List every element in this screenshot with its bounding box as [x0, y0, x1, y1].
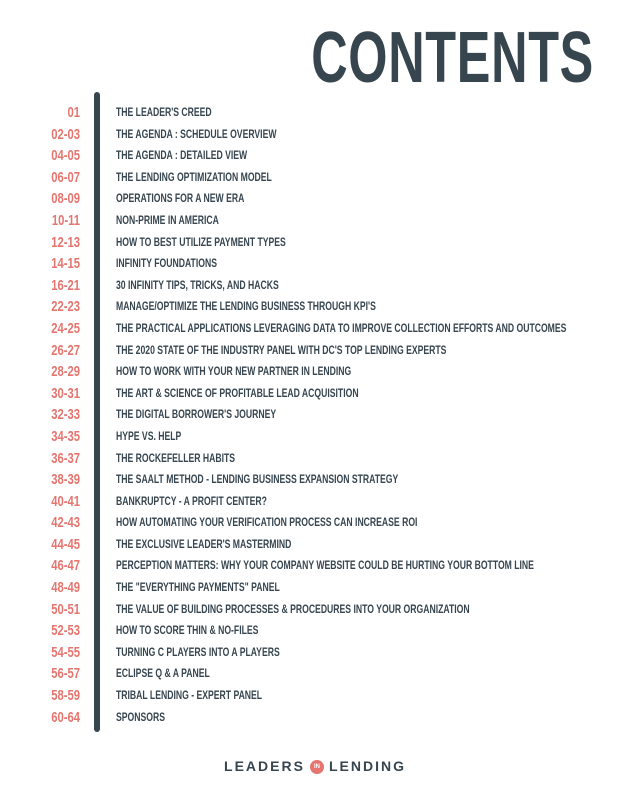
footer-logo	[0, 758, 630, 774]
toc-page-number: 06-07	[51, 168, 80, 186]
toc-entry-title: TURNING C PLAYERS INTO A PLAYERS	[116, 644, 280, 659]
toc-page-number: 12-13	[51, 233, 80, 251]
toc-row[interactable]	[0, 469, 630, 491]
table-of-contents	[0, 102, 630, 728]
toc-page-number: 16-21	[51, 276, 80, 294]
toc-row[interactable]	[0, 275, 630, 297]
toc-page-number: 04-05	[51, 147, 80, 165]
toc-row[interactable]	[0, 361, 630, 383]
toc-row[interactable]	[0, 599, 630, 621]
toc-entry-title: INFINITY FOUNDATIONS	[116, 256, 217, 271]
toc-row[interactable]	[0, 167, 630, 189]
logo-in-badge: IN	[310, 760, 324, 774]
toc-entry-title: THE SAALT METHOD - LENDING BUSINESS EXPANSION STRATEGY	[116, 472, 399, 487]
toc-entry-title: THE EXCLUSIVE LEADER'S MASTERMIND	[116, 536, 292, 551]
toc-page-number: 24-25	[51, 319, 80, 337]
toc-entry-title: MANAGE/OPTIMIZE THE LENDING BUSINESS THROUGH KPI'S	[116, 299, 376, 314]
toc-row[interactable]	[0, 404, 630, 426]
toc-page-number: 56-57	[51, 665, 80, 683]
toc-row[interactable]	[0, 534, 630, 556]
toc-entry-title: HOW TO WORK WITH YOUR NEW PARTNER IN LENDING	[116, 364, 352, 379]
toc-row[interactable]	[0, 188, 630, 210]
toc-page-number: 46-47	[51, 557, 80, 575]
toc-entry-title: TRIBAL LENDING - EXPERT PANEL	[116, 688, 263, 703]
toc-page-number: 10-11	[51, 211, 80, 229]
toc-page-number: 08-09	[51, 190, 80, 208]
logo-word-leaders: LEADERS	[224, 758, 305, 774]
toc-entry-title: THE LEADER'S CREED	[116, 105, 212, 119]
toc-row[interactable]	[0, 102, 630, 124]
toc-page-number: 44-45	[51, 535, 80, 553]
toc-entry-title: THE "EVERYTHING PAYMENTS" PANEL	[116, 580, 280, 595]
toc-page-number: 38-39	[51, 471, 80, 489]
toc-page-number: 32-33	[51, 406, 80, 424]
toc-row[interactable]	[0, 512, 630, 534]
page-title: CONTENTS	[311, 18, 594, 98]
toc-page-number: 26-27	[51, 341, 80, 359]
toc-entry-title: THE LENDING OPTIMIZATION MODEL	[116, 169, 272, 184]
toc-row[interactable]	[0, 642, 630, 664]
toc-entry-title: HYPE VS. HELP	[116, 428, 182, 443]
toc-entry-title: THE 2020 STATE OF THE INDUSTRY PANEL WITH DC'S TOP LENDING EXPERTS	[116, 342, 447, 357]
toc-row[interactable]	[0, 685, 630, 707]
toc-page-number: 54-55	[51, 643, 80, 661]
toc-entry-title: HOW TO SCORE THIN & NO-FILES	[116, 623, 259, 638]
toc-entry-title: NON-PRIME IN AMERICA	[116, 212, 219, 227]
toc-row[interactable]	[0, 318, 630, 340]
toc-page-number: 36-37	[51, 449, 80, 467]
toc-page-number: 42-43	[51, 514, 80, 532]
toc-entry-title: THE AGENDA : SCHEDULE OVERVIEW	[116, 126, 277, 141]
toc-entry-title: HOW TO BEST UTILIZE PAYMENT TYPES	[116, 234, 286, 249]
toc-page-number: 22-23	[51, 298, 80, 316]
toc-page-number: 50-51	[51, 600, 80, 618]
toc-entry-title: PERCEPTION MATTERS: WHY YOUR COMPANY WEBSITE COULD BE HURTING YOUR BOTTOM LINE	[116, 558, 534, 573]
toc-page-number: 60-64	[51, 708, 80, 726]
toc-page-number: 14-15	[51, 255, 80, 273]
toc-row[interactable]	[0, 663, 630, 685]
toc-page-number: 52-53	[51, 622, 80, 640]
toc-entry-title: THE DIGITAL BORROWER'S JOURNEY	[116, 407, 277, 422]
toc-row[interactable]	[0, 555, 630, 577]
toc-entry-title: BANKRUPTCY - A PROFIT CENTER?	[116, 493, 267, 508]
toc-page-number: 40-41	[51, 492, 80, 510]
toc-entry-title: ECLIPSE Q & A PANEL	[116, 666, 210, 681]
toc-row[interactable]	[0, 296, 630, 318]
toc-page-number: 48-49	[51, 579, 80, 597]
toc-row[interactable]	[0, 383, 630, 405]
toc-entry-title: THE ART & SCIENCE OF PROFITABLE LEAD ACQUISITION	[116, 385, 359, 400]
toc-row[interactable]	[0, 577, 630, 599]
toc-page-number: 02-03	[51, 125, 80, 143]
toc-row[interactable]	[0, 707, 630, 729]
toc-row[interactable]	[0, 620, 630, 642]
toc-row[interactable]	[0, 448, 630, 470]
toc-page-number: 58-59	[51, 687, 80, 705]
logo-word-lending: LENDING	[328, 758, 406, 774]
toc-entry-title: HOW AUTOMATING YOUR VERIFICATION PROCESS CAN INCREASE ROI	[116, 515, 418, 530]
toc-page-number: 34-35	[51, 427, 80, 445]
toc-page-number: 01	[67, 104, 80, 121]
toc-row[interactable]	[0, 253, 630, 275]
toc-row[interactable]	[0, 124, 630, 146]
toc-row[interactable]	[0, 426, 630, 448]
toc-entry-title: THE ROCKEFELLER HABITS	[116, 450, 236, 465]
toc-row[interactable]	[0, 491, 630, 513]
toc-row[interactable]	[0, 232, 630, 254]
toc-row[interactable]	[0, 145, 630, 167]
toc-entry-title: THE PRACTICAL APPLICATIONS LEVERAGING DATA TO IMPROVE COLLECTION EFFORTS AND OUTCOMES	[116, 320, 567, 335]
toc-entry-title: THE AGENDA : DETAILED VIEW	[116, 148, 248, 163]
toc-page-number: 28-29	[51, 363, 80, 381]
toc-page-number: 30-31	[51, 384, 80, 402]
toc-entry-title: 30 INFINITY TIPS, TRICKS, AND HACKS	[116, 277, 279, 292]
toc-row[interactable]	[0, 210, 630, 232]
toc-entry-title: SPONSORS	[116, 709, 165, 724]
toc-entry-title: OPERATIONS FOR A NEW ERA	[116, 191, 245, 206]
toc-entry-title: THE VALUE OF BUILDING PROCESSES & PROCEDURES INTO YOUR ORGANIZATION	[116, 601, 470, 616]
toc-row[interactable]	[0, 340, 630, 362]
